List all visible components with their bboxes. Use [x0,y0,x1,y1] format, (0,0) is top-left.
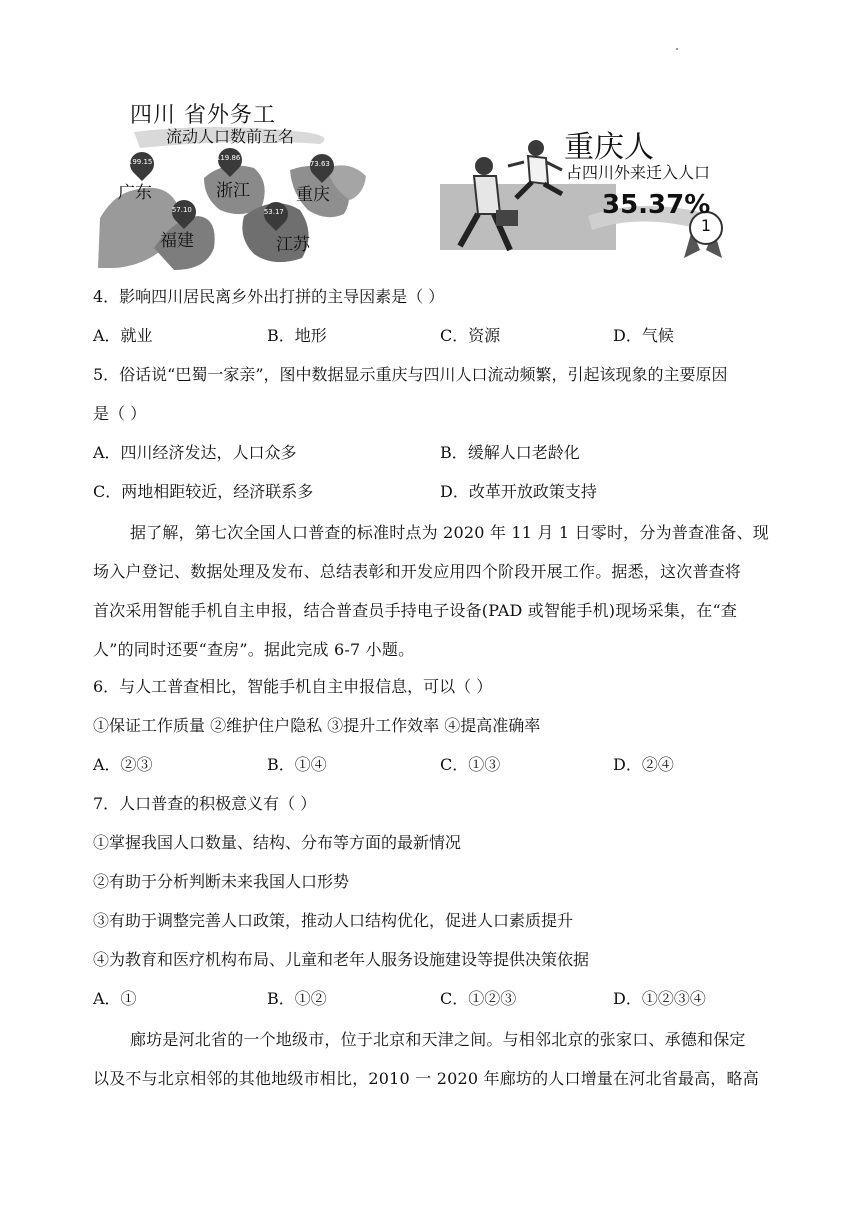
chongqing-percent: 35.37% [602,190,711,220]
q5-option-c: C．两地相距较近，经济联系多 [93,482,314,501]
right-figure-title: 重庆人 [564,130,654,165]
label-chongqing: 重庆 [296,185,330,205]
q7-item: ②有助于分析判断未来我国人口形势 [93,872,350,891]
right-figure-subtitle: 占四川外来迁入人口 [566,163,711,182]
q7-item: ④为教育和医疗机构布局、儿童和老年人服务设施建设等提供决策依据 [93,950,590,969]
chongqing-share-figure [438,118,742,264]
q7-option-d: D．①②③④ [613,989,706,1008]
q5-stem-line2: 是（ ） [93,404,147,423]
q7-stem: 7．人口普查的积极意义有（ ） [93,794,317,813]
q6-option-c: C．①③ [440,755,501,774]
q4-option-d: D．气候 [613,326,674,345]
q6-items: ①保证工作质量 ②维护住户隐私 ③提升工作效率 ④提高准确率 [93,716,541,735]
label-zhejiang: 浙江 [216,181,250,201]
passage1-line: 据了解，第七次全国人口普查的标准时点为 2020 年 11 月 1 日零时，分为普查准备、现 [130,523,769,542]
value-zhejiang: 119.86 [215,153,241,162]
q4-option-b: B．地形 [267,326,327,345]
q5-option-a: A．四川经济发达，人口众多 [93,443,297,462]
passage1-line: 场入户登记、数据处理及发布、总结表彰和开发应用四个阶段开展工作。据悉，这次普查将 [93,562,742,581]
value-fujian: 57.10 [171,205,192,214]
passage1-line: 人”的同时还要“查房”。据此完成 6-7 小题。 [93,640,415,659]
q5-option-d: D．改革开放政策支持 [440,482,597,501]
q5-stem-line1: 5．俗话说“巴蜀一家亲”，图中数据显示重庆与四川人口流动频繁，引起该现象的主要原因 [93,365,728,384]
q6-option-d: D．②④ [613,755,674,774]
page-dot [676,48,678,50]
label-fujian: 福建 [160,231,194,251]
medal-number: 1 [700,216,712,235]
passage2-line: 以及不与北京相邻的其他地级市相比，2010 一 2020 年廊坊的人口增量在河北省最高，略高 [93,1069,759,1088]
value-guangdong: 199.15 [127,157,153,166]
q5-option-b: B．缓解人口老龄化 [440,443,580,462]
q7-option-b: B．①② [267,989,327,1008]
q7-item: ③有助于调整完善人口政策，推动人口结构优化，促进人口素质提升 [93,911,574,930]
left-figure-subtitle: 流动人口数前五名 [166,127,295,146]
value-chongqing: 73.63 [309,159,330,168]
label-jiangsu: 江苏 [276,235,310,255]
q7-option-c: C．①②③ [440,989,517,1008]
left-figure-title: 四川 省外务工 [130,103,276,128]
passage1-line: 首次采用智能手机自主申报，结合普查员手持电子设备(PAD 或智能手机)现场采集，在“查 [93,601,738,620]
q4-option-c: C．资源 [440,326,501,345]
q6-option-a: A．②③ [93,755,153,774]
q6-stem: 6．与人工普查相比，智能手机自主申报信息，可以（ ） [93,677,493,696]
q7-item: ①掌握我国人口数量、结构、分布等方面的最新情况 [93,833,462,852]
label-guangdong: 广东 [118,183,152,203]
value-jiangsu: 53.17 [263,207,284,216]
q7-option-a: A．① [93,989,137,1008]
passage2-line: 廊坊是河北省的一个地级市，位于北京和天津之间。与相邻北京的张家口、承德和保定 [130,1030,746,1049]
q4-stem: 4．影响四川居民离乡外出打拼的主导因素是（ ） [93,287,445,306]
q4-option-a: A．就业 [93,326,153,345]
migration-map-figure [94,98,416,270]
q6-option-b: B．①④ [267,755,327,774]
